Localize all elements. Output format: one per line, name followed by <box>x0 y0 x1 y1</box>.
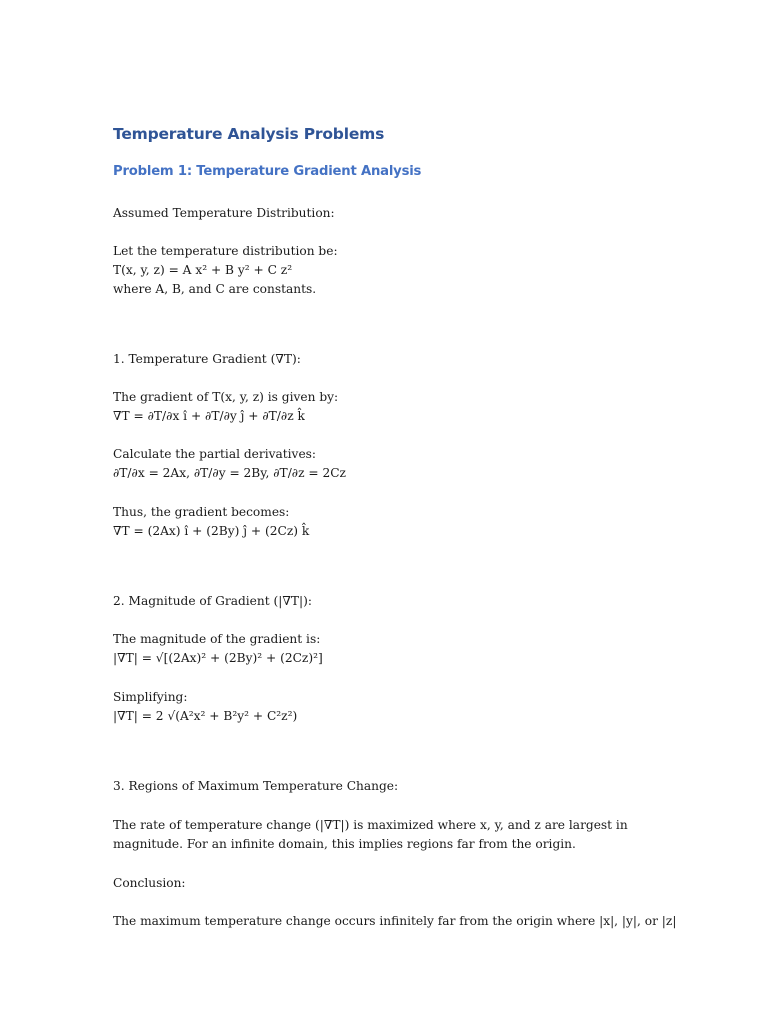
magnitude-heading: 2. Magnitude of Gradient (|∇T|): <box>113 594 312 608</box>
conclusion-label: Conclusion: <box>113 876 186 890</box>
constants-note: where A, B, and C are constants. <box>113 282 317 296</box>
magnitude-simplified: |∇T| = 2 √(A²x² + B²y² + C²z²) <box>113 709 298 723</box>
distribution-equation: T(x, y, z) = A x² + B y² + C z² <box>113 263 293 277</box>
gradient-thus: Thus, the gradient becomes: <box>113 505 290 519</box>
partial-derivatives: ∂T/∂x = 2Ax, ∂T/∂y = 2By, ∂T/∂z = 2Cz <box>113 466 346 480</box>
magnitude-formula: |∇T| = √[(2Ax)² + (2By)² + (2Cz)²] <box>113 651 323 665</box>
assumed-distribution-label: Assumed Temperature Distribution: <box>113 206 335 220</box>
distribution-intro: Let the temperature distribution be: <box>113 244 338 258</box>
document-title: Temperature Analysis Problems <box>113 125 385 143</box>
regions-heading: 3. Regions of Maximum Temperature Change: <box>113 779 399 793</box>
regions-paragraph-line-2: magnitude. For an infinite domain, this implies regions far from the origin. <box>113 837 576 851</box>
simplifying-label: Simplifying: <box>113 690 188 704</box>
magnitude-intro: The magnitude of the gradient is: <box>113 632 321 646</box>
conclusion-text: The maximum temperature change occurs infinitely far from the origin where |x|, |y|, or |z| <box>113 914 677 928</box>
gradient-given-by: The gradient of T(x, y, z) is given by: <box>113 390 339 404</box>
problem-heading: Problem 1: Temperature Gradient Analysis <box>113 164 422 179</box>
gradient-result: ∇T = (2Ax) î + (2By) ĵ + (2Cz) k̂ <box>113 524 310 538</box>
partials-label: Calculate the partial derivatives: <box>113 447 317 461</box>
gradient-definition: ∇T = ∂T/∂x î + ∂T/∂y ĵ + ∂T/∂z k̂ <box>113 409 305 423</box>
gradient-heading: 1. Temperature Gradient (∇T): <box>113 352 301 366</box>
regions-paragraph-line-1: The rate of temperature change (|∇T|) is maximized where x, y, and z are largest in <box>113 818 628 832</box>
